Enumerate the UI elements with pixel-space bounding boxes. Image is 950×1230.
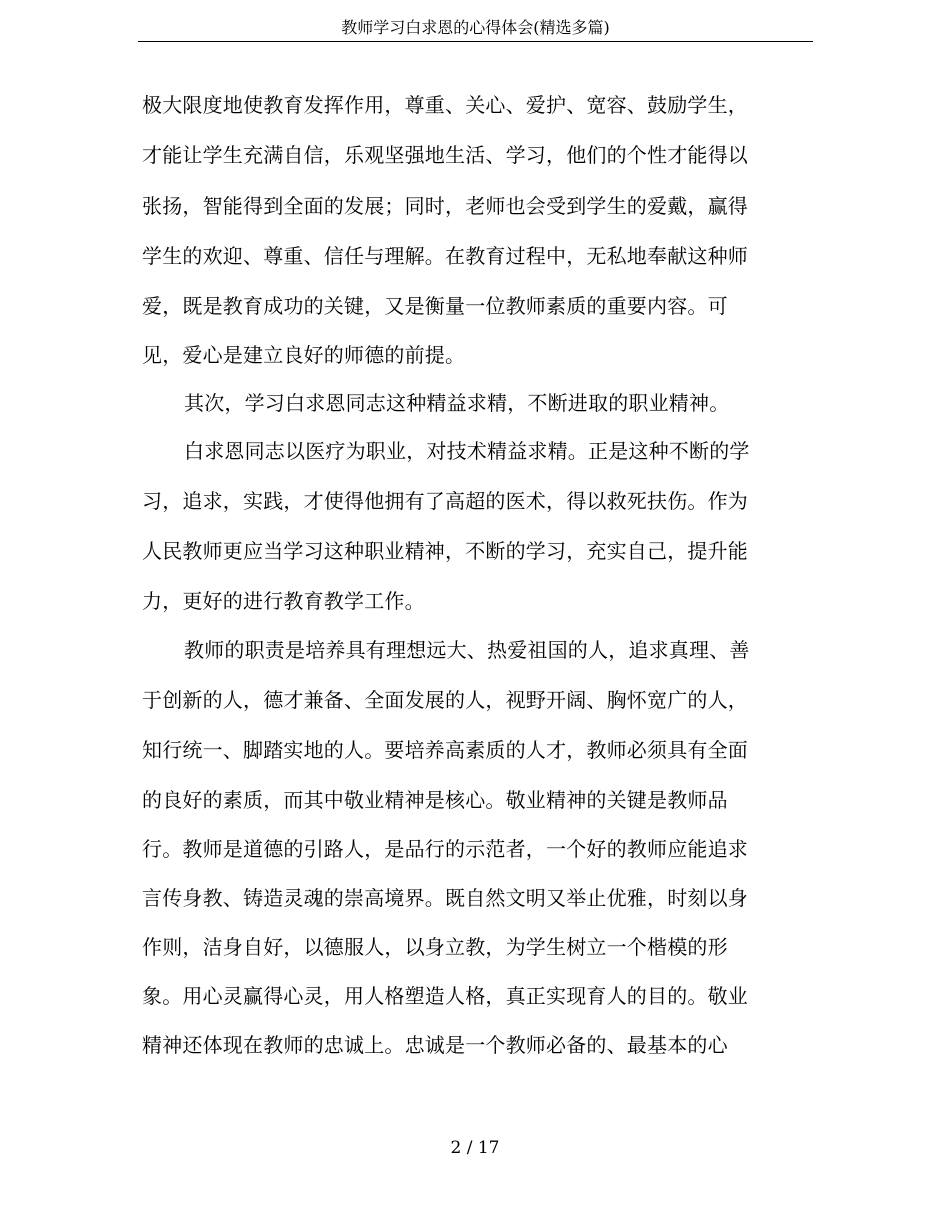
text-line: 习，追求，实践，才使得他拥有了高超的医术，得以救死扶伤。作为 (142, 489, 748, 513)
text-line: 极大限度地使教育发挥作用，尊重、关心、爱护、宽容、鼓励学生， (142, 93, 748, 117)
text-line: 力，更好的进行教育教学工作。 (142, 589, 425, 613)
text-line: 象。用心灵赢得心灵，用人格塑造人格，真正实现育人的目的。敬业 (142, 984, 748, 1008)
text-line: 见，爱心是建立良好的师德的前提。 (142, 343, 466, 367)
text-line: 的良好的素质，而其中敬业精神是核心。敬业精神的关键是教师品 (142, 788, 728, 812)
text-line: 行。教师是道德的引路人，是品行的示范者，一个好的教师应能追求 (142, 837, 748, 861)
text-line: 张扬，智能得到全面的发展；同时，老师也会受到学生的爱戴，赢得 (142, 194, 748, 218)
text-line-indented: 教师的职责是培养具有理想远大、热爱祖国的人，追求真理、善 (184, 638, 750, 662)
text-line: 知行统一、脚踏实地的人。要培养高素质的人才，教师必须具有全面 (142, 738, 748, 762)
text-line: 于创新的人，德才兼备、全面发展的人，视野开阔、胸怀宽广的人， (142, 688, 748, 712)
text-line-indented: 其次，学习白求恩同志这种精益求精，不断进取的职业精神。 (184, 391, 730, 415)
text-line: 才能让学生充满自信，乐观坚强地生活、学习，他们的个性才能得以 (142, 143, 748, 167)
page-number: 2 / 17 (450, 1138, 500, 1158)
text-line-indented: 白求恩同志以医疗为职业，对技术精益求精。正是这种不断的学 (184, 439, 750, 463)
text-line: 人民教师更应当学习这种职业精神，不断的学习，充实自己，提升能 (142, 539, 748, 563)
page-header-title: 教师学习白求恩的心得体会(精选多篇) (341, 18, 610, 37)
text-line: 言传身教、铸造灵魂的崇高境界。既自然文明又举止优雅，时刻以身 (142, 886, 748, 910)
text-line: 作则，洁身自好，以德服人，以身立教，为学生树立一个楷模的形 (142, 935, 728, 959)
header-divider (138, 41, 813, 42)
text-line: 学生的欢迎、尊重、信任与理解。在教育过程中，无私地奉献这种师 (142, 244, 748, 268)
text-line: 精神还体现在教师的忠诚上。忠诚是一个教师必备的、最基本的心 (142, 1033, 728, 1057)
text-line: 爱，既是教育成功的关键，又是衡量一位教师素质的重要内容。可 (142, 294, 728, 318)
